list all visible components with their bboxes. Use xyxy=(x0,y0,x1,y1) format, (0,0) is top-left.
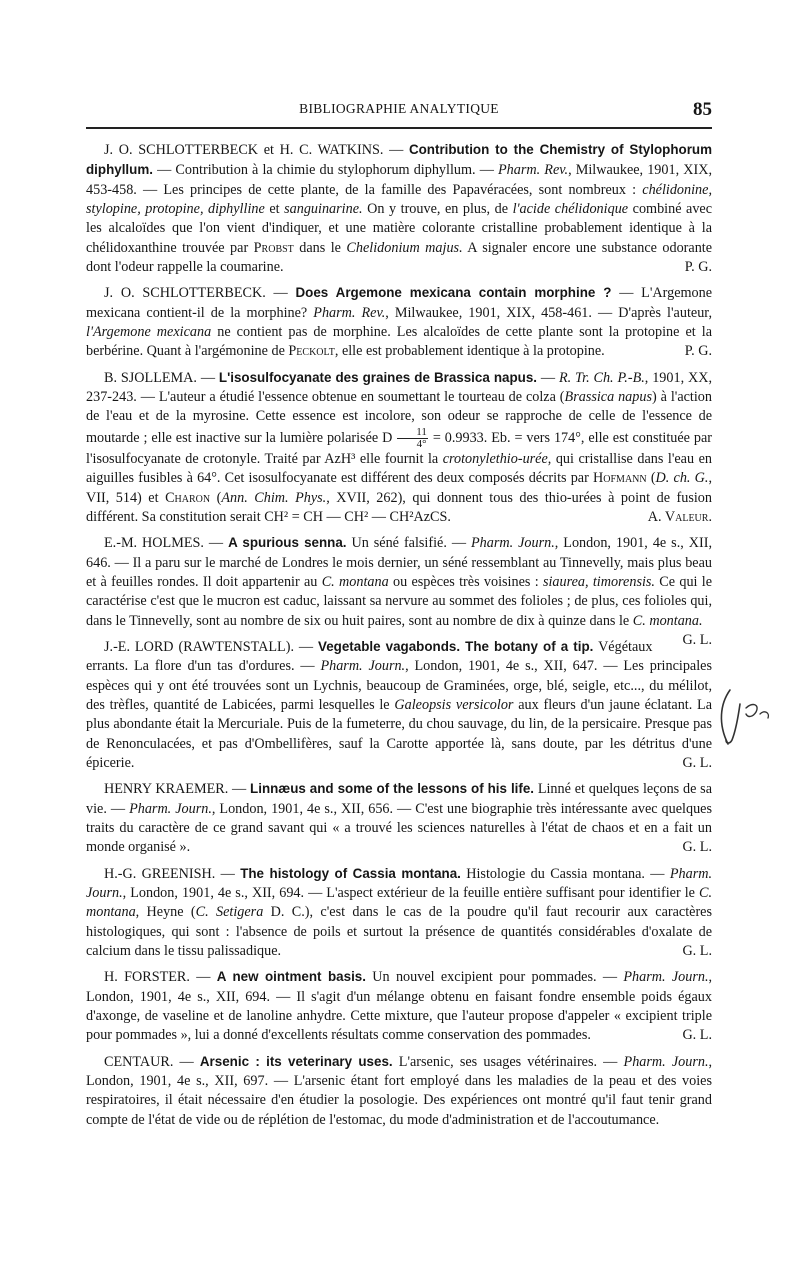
entry-text: D. C.), c'est dans le cas de la poudre qu'il faut recourir aux caractères histologiques, qui sont : l'absence de poils et surtout la présence de quantités considérables d'oxalate de calcium dans le tissu palissadique. xyxy=(86,904,712,960)
entry-text: combiné avec les alcaloïdes que l'on vient d'indiquer, et une matière colorante cristalline probablement identique à la chélidoxanthine trouvée par xyxy=(86,201,713,256)
entry-title: A new ointment basis. xyxy=(216,969,366,985)
entry-source: Pharm. Journ. xyxy=(129,800,212,817)
entry-text: , London, 1901, 4e s., XII, 647. — Les principales espèces qui y ont été trouvées sont un Lychnis, beaucoup de Graminées, orge, blé, seigle, etc..., du mélilot, des trèfles, quantité de Labicées, parmi lesquelles le xyxy=(86,658,712,713)
entry-signature: G. L. xyxy=(682,631,712,648)
entry-source: Pharm. Journ. xyxy=(86,865,713,902)
entry-source: Pharm. Journ. xyxy=(623,1053,709,1070)
bibliography-entry: HENRY KRAEMER. — Linnæus and some of the lessons of his life. Linné et quelques leçons de sa vie. — Pharm. Journ., London, 1901, 4e s., XII, 656. — C'est une biographie très intéressante avec quelques traits du caractère de ce grand savant qui « a trouvé les sciences naturelles à l'état de chaos et en a fait un monde organisé ». G. L. xyxy=(86,779,712,857)
entry-signature: G. L. xyxy=(682,1027,712,1044)
entry-source: Pharm. Rev. xyxy=(313,304,386,321)
entry-text: aux fleurs d'un jaune éclatant. La plus abondante était la Mercuriale. Puis de la fumeterre, du chou sauvage, du lin, de la persicaire. Presque pas de Renonculacées, et pas d'Ombellifères, sauf la Carotte apportée là, sans doute, par les détritus d'une épicerie. xyxy=(86,696,713,771)
entry-text: — L'Argemone mexicana contient-il de la morphine? xyxy=(86,285,713,321)
entry-italic: l'acide chélidonique xyxy=(512,201,629,218)
entry-text: Linné et quelques leçons de sa vie. — xyxy=(86,781,713,817)
bibliography-entry: CENTAUR. — Arsenic : its veterinary uses. L'arsenic, ses usages vétérinaires. — Pharm. Journ., London, 1901, 4e s., XII, 697. — L'arsenic étant fort employé dans les maladies de la peau et des voies respiratoires, il était nécessaire d'en étudier la posologie. Des expériences ont montré qu'il faut tenir grand compte de l'état de vide ou de réplétion de l'estomac, du mode d'administration et de l'accoutumance. xyxy=(86,1053,713,1128)
entry-text: , London, 1901, 4e s., XII, 697. — L'arsenic étant fort employé dans les maladies de la peau et des voies respiratoires, il était nécessaire d'en étudier la posologie. Des expériences ont montré qu'il faut tenir grand compte de l'état de vide ou de réplétion de l'estomac, du mode d'administration et de l'accoutumance. xyxy=(86,1053,713,1128)
running-header xyxy=(86,99,712,123)
entry-text: , London, 1901, 4e s., XII, 656. — C'est une biographie très intéressante avec quelques traits du caractère de ce grand savant qui « a trouvé les sciences naturelles à l'état de chaos et en a fait un monde organisé ». xyxy=(86,800,712,856)
entry-author: J. O. SCHLOTTERBECK et H. C. WATKINS. xyxy=(104,142,384,158)
entry-text: Contribution à la chimie du stylophorum diphyllum. — xyxy=(175,162,494,179)
entry-italic: Ann. Chim. Phys. xyxy=(221,489,327,506)
page-number: 85 xyxy=(693,99,712,120)
bibliography-entry: B. SJOLLEMA. — L'isosulfocyanate des graines de Brassica napus. — R. Tr. Ch. P.-B., 1901, XX, 237-243. — L'auteur a étudié l'essence obtenue en soumettant le tourteau de colza (Brassica napus) à l'action de l'eau et de la myrosine. Cette essence est incolore, son odeur se rapproche de celle de l'essence de moutarde ; elle est inactive sur la lumière polarisée D $\frac{11}{4^\circ}$ = 0.9933. Eb. = vers 174°, elle est constituée par l'isosulfocyanate de crotonyle. Traité par AzH³ elle fournit la crotonylethio-urée, qui cristallise dans l'eau en aiguilles fusibles à 64°. Cet isosulfocyanate est différent des deux composés décrits par Hofmann (D. ch. G., VII, 514) et Charon (Ann. Chim. Phys., XVII, 262), qui donnent tous des thio-urées à point de fusion différent. Sa constitution serait CH² = CH — CH² — CH²AzCS. A. Valeur. xyxy=(86,368,712,527)
fraction-denominator: 4° xyxy=(416,437,427,450)
entry-italic: sanguinarine. xyxy=(284,201,363,218)
entry-text: , London, 1901, 4e s., XII, 694. — L'aspect extérieur de la feuille entière suffisant pour identifier le xyxy=(122,885,695,902)
entry-name: Hofmann xyxy=(593,470,647,487)
entry-source: R. Tr. Ch. P.-B. xyxy=(558,369,645,386)
entry-text: ( xyxy=(216,489,222,506)
entry-italic: C. montana xyxy=(86,885,712,921)
entry-title: Does Argemone mexicana contain morphine ? xyxy=(295,285,612,301)
entry-text: , XVII, 262), qui donnent tous des thio-urées à point de fusion différent. Sa constitution serait CH² = CH — CH² — CH²AzCS. xyxy=(86,489,712,525)
entry-text: Végétaux errants. La flore d'un tas d'ordures. — xyxy=(86,638,653,675)
entry-text: ) à l'action de l'eau et de la myrosine. Cette essence est incolore, son odeur se rapproche de celle de l'essence de moutarde ; elle est inactive sur la lumière polarisée D xyxy=(86,389,712,446)
entry-text: , Milwaukee, 1901, XIX, 453-458. — Les principes de cette plante, de la famille des Papavéracées, sont nombreux : xyxy=(86,162,713,198)
bibliography-entry: J.-E. LORD (RAWTENSTALL). — Vegetable vagabonds. The botany of a tip. Végétaux errants. La flore d'un tas d'ordures. — Pharm. Journ., London, 1901, 4e s., XII, 647. — Les principales espèces qui y ont été trouvées sont un Lychnis, beaucoup de Graminées, orge, blé, seigle, etc..., du mélilot, des trèfles, quantité de Labicées, parmi lesquelles le Galeopsis versicolor aux fleurs d'un jaune éclatant. La plus abondante était la Mercuriale. Puis de la fumeterre, du chou sauvage, du lin, de la persicaire. Presque pas de Renonculacées, et pas d'Ombellifères, sauf la Carotte apportée là, sans doute, par les détritus d'une épicerie. G. L. xyxy=(86,637,712,773)
bibliography-entry: J. O. SCHLOTTERBECK et H. C. WATKINS. — Contribution to the Chemistry of Stylophorum diphyllum. — Contribution à la chimie du stylophorum diphyllum. — Pharm. Rev., Milwaukee, 1901, XIX, 453-458. — Les principes de cette plante, de la famille des Papavéracées, sont nombreux : chélidonine, stylopine, protopine, diphylline et sanguinarine. On y trouve, en plus, de l'acide chélidonique combiné avec les alcaloïdes que l'on vient d'indiquer, et une matière colorante cristalline probablement identique à la chélidoxanthine trouvée par Probst dans le Chelidonium majus. A signaler encore une substance odorante dont l'odeur rappelle la coumarine. P. G. xyxy=(86,140,712,277)
entry-signature: P. G. xyxy=(684,259,712,276)
entry-text: Ce qui le caractérise c'est que le mucron est caduc, laissant sa nervure au sommet des folioles ; de plus, ces folioles qui, dans le Tinnevelly, sont au nombre de six ou huit paires, sont au nombre de dix à quinze dans le xyxy=(86,573,713,629)
entry-text: A signaler encore une substance odorante dont l'odeur rappelle la coumarine. xyxy=(86,239,713,276)
entry-text: , qui cristallise dans l'eau en aiguilles fusibles à 64°. Cet isosulfocyanate est différent des deux composés décrits par xyxy=(86,450,712,487)
entry-title: Arsenic : its veterinary uses. xyxy=(199,1053,393,1069)
entry-text: , London, 1901, 4e s., XII, 646. — Il a paru sur le marché de Londres le mois dernier, un séné ressemblant au Tinnevelly, mais plus beau et à feuilles rondes. Il doit appartenir au xyxy=(86,535,712,590)
entry-italic: crotonylethio-urée xyxy=(442,450,548,467)
entry-text: Un nouvel excipient pour pommades. — xyxy=(372,969,618,986)
entry-italic: l'Argemone mexicana xyxy=(86,324,212,341)
entry-title: L'isosulfocyanate des graines de Brassica napus. xyxy=(218,369,537,385)
entry-name: Probst xyxy=(253,239,294,256)
entry-italic: D. ch. G. xyxy=(655,470,709,487)
entry-signature: G. L. xyxy=(682,839,712,856)
entry-signature: A. Valeur. xyxy=(647,508,712,525)
entry-title: Contribution to the Chemistry of Stylophorum diphyllum. xyxy=(86,142,712,178)
entry-italic: C. Setigera xyxy=(195,904,264,921)
entry-source: Pharm. Journ. xyxy=(320,658,406,675)
entry-text: ( xyxy=(650,470,656,487)
bibliography-entry: H. FORSTER. — A new ointment basis. Un nouvel excipient pour pommades. — Pharm. Journ., London, 1901, 4e s., XII, 694. — Il s'agit d'un mélange obtenu en faisant fondre ensemble poids égaux d'axonge, de vaseline et de lanoline anhydre. Cette mixture, que l'auteur propose d'appeler « excipient triple pour pommades », lui a donné d'excellents résultats comme conservation des pommades. G. L. xyxy=(86,967,712,1045)
entry-italic: siaurea, timorensis. xyxy=(542,573,655,590)
entry-signature: P. G. xyxy=(684,343,712,360)
entry-author: CENTAUR. xyxy=(104,1053,174,1070)
entry-text: , Milwaukee, 1901, XIX, 458-461. — D'après l'auteur, xyxy=(385,304,712,321)
entry-text: Histologie du Cassia montana. — xyxy=(466,865,665,882)
entry-signature: G. L. xyxy=(682,943,712,960)
entry-text: ou espèces très voisines : xyxy=(393,573,539,590)
entry-title: The histology of Cassia montana. xyxy=(240,865,461,881)
entry-italic: Brassica napus xyxy=(564,389,652,406)
entry-author: HENRY KRAEMER. xyxy=(104,781,229,798)
entry-text: , Heyne ( xyxy=(135,904,196,921)
entry-text: et xyxy=(269,201,280,218)
entry-title: Linnæus and some of the lessons of his life. xyxy=(250,781,535,797)
entry-text: , London, 1901, 4e s., XII, 694. — Il s'agit d'un mélange obtenu en faisant fondre ensemble poids égaux d'axonge, de vaseline et de lanoline anhydre. Cette mixture, que l'auteur propose d'appeler « excipient triple pour pommades », lui a donné d'excellents résultats comme conservation des pommades. xyxy=(86,969,713,1044)
entry-author: H.-G. GREENISH. xyxy=(104,865,216,882)
entry-title: A spurious senna. xyxy=(228,535,347,551)
entry-italic: Galeopsis versicolor xyxy=(394,696,514,713)
fraction-numerator: 11 xyxy=(397,427,428,439)
entry-title: Vegetable vagabonds. The botany of a tip. xyxy=(318,638,594,654)
entry-italic: C. montana xyxy=(321,573,389,590)
entry-author: J. O. SCHLOTTERBECK. xyxy=(104,285,266,302)
entry-name: Peckolt xyxy=(288,343,335,360)
entry-signature: G. L. xyxy=(682,754,712,771)
entry-name: Charon xyxy=(165,489,211,506)
running-title: BIBLIOGRAPHIE ANALYTIQUE xyxy=(299,101,499,116)
entry-text: Un séné falsifié. — xyxy=(351,535,467,552)
entry-text: = 0.9933. Eb. = vers 174°, elle est constituée par l'isosulfocyanate de crotonyle. Traité par AzH³ elle fournit la xyxy=(86,429,713,467)
entry-text: On y trouve, en plus, de xyxy=(367,201,509,218)
bibliography-entry: H.-G. GREENISH. — The histology of Cassia montana. Histologie du Cassia montana. — Pharm. Journ., London, 1901, 4e s., XII, 694. — L'aspect extérieur de la feuille entière suffisant pour identifier le C. montana, Heyne (C. Setigera D. C.), c'est dans le cas de la poudre qu'il faut recourir aux caractères histologiques, qui sont : l'absence de poils et surtout la présence de quantités considérables d'oxalate de calcium dans le tissu palissadique. G. L. xyxy=(86,864,712,962)
entry-text: dans le xyxy=(299,239,341,256)
entry-source: Pharm. Journ. xyxy=(471,535,555,552)
bibliography-entry: J. O. SCHLOTTERBECK. — Does Argemone mexicana contain morphine ? — L'Argemone mexicana contient-il de la morphine? Pharm. Rev., Milwaukee, 1901, XIX, 458-461. — D'après l'auteur, l'Argemone mexicana ne contient pas de morphine. Les alcaloïdes de cette plante sont la protopine et la berbérine. Quant à l'argémonine de Peckolt, elle est probablement identique à la protopine. P. G. xyxy=(86,283,712,361)
handwritten-mark-icon xyxy=(716,684,776,754)
entry-text: , 1901, XX, 237-243. — L'auteur a étudié l'essence obtenue en soumettant le tourteau de colza ( xyxy=(86,369,713,406)
entry-author: J.-E. LORD (RAWTENSTALL). xyxy=(104,638,294,655)
entry-author: B. SJOLLEMA. xyxy=(104,369,197,386)
density-fraction xyxy=(397,427,428,450)
entry-italic: Chelidonium majus. xyxy=(346,239,463,256)
bibliography-body xyxy=(86,140,712,1136)
entry-author: E.-M. HOLMES. xyxy=(104,535,204,552)
entry-text: L'arsenic, ses usages vétérinaires. — xyxy=(398,1053,618,1070)
entry-source: Pharm. Journ. xyxy=(623,969,709,986)
entry-author: H. FORSTER. xyxy=(104,969,190,986)
entry-text: , VII, 514) et xyxy=(86,470,712,506)
bibliography-entry: E.-M. HOLMES. — A spurious senna. Un séné falsifié. — Pharm. Journ., London, 1901, 4e s., XII, 646. — Il a paru sur le marché de Londres le mois dernier, un séné ressemblant au Tinnevelly, mais plus beau et à feuilles rondes. Il doit appartenir au C. montana ou espèces très voisines : siaurea, timorensis. Ce qui le caractérise c'est que le mucron est caduc, laissant sa nervure au sommet des folioles ; de plus, ces folioles qui, dans le Tinnevelly, sont au nombre de six ou huit paires, sont au nombre de dix à quinze dans le C. montana. G. L. xyxy=(86,533,712,631)
entry-source: Pharm. Rev. xyxy=(498,162,569,179)
header-rule xyxy=(86,127,712,129)
entry-text: ne contient pas de morphine. Les alcaloïdes de cette plante sont la protopine et la berbérine. Quant à l'argémonine de xyxy=(86,324,713,360)
entry-italic: chélidonine, stylopine, protopine, diphylline xyxy=(86,181,712,218)
entry-text: , elle est probablement identique à la protopine. xyxy=(334,343,605,360)
entry-italic: C. montana. xyxy=(632,612,703,629)
